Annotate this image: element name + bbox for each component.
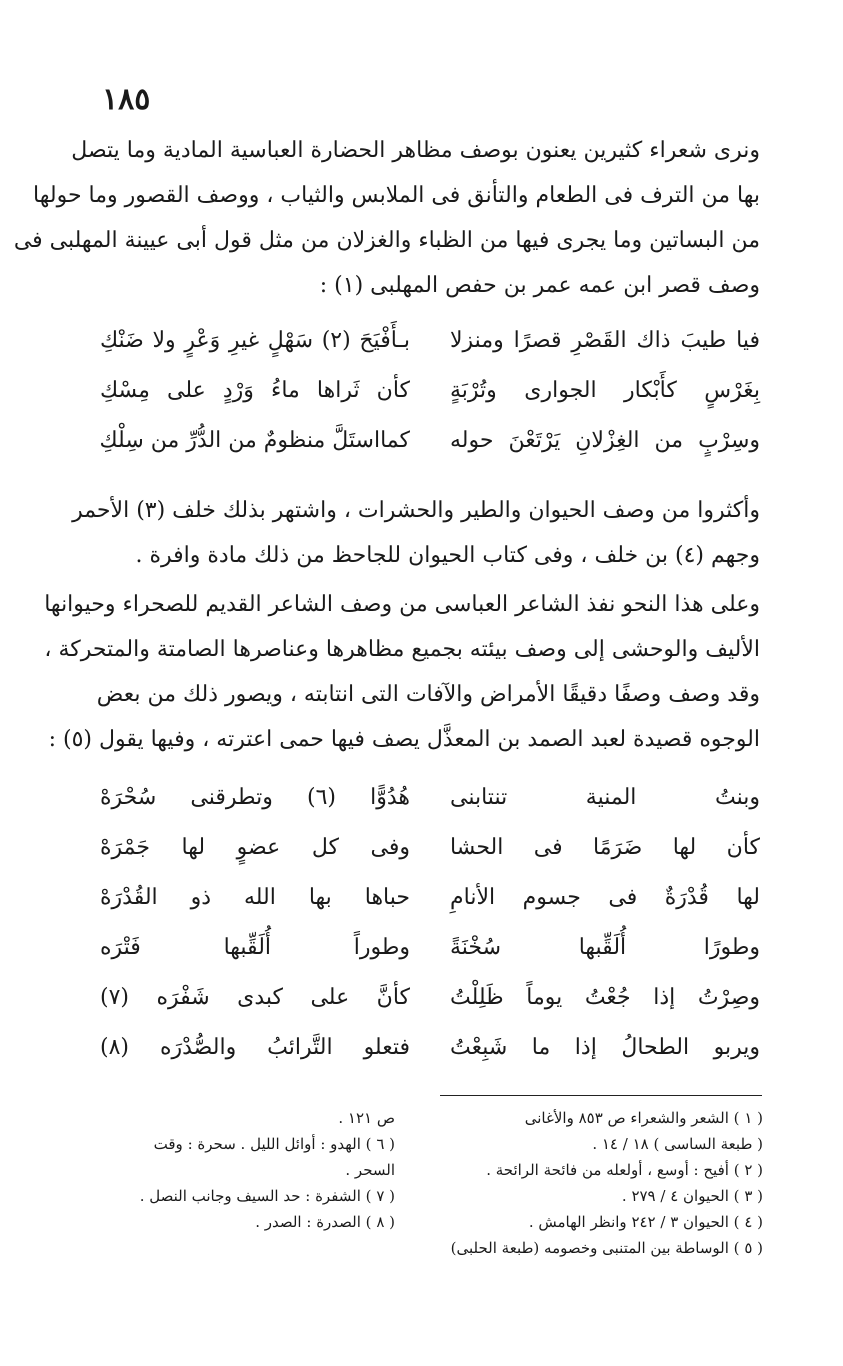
text-line: وجهم (٤) بن خلف ، وفى كتاب الحيوان للجاحظ من ذلك مادة وافرة . [135, 543, 760, 568]
footnote: ( ٤ ) الحيوان ٣ / ٢٤٢ وانظر الهامش . [528, 1213, 763, 1231]
footnote: ( ٦ ) الهدو : أوائل الليل . سحرة : وقت [153, 1135, 395, 1153]
text-line: وعلى هذا النحو نفذ الشاعر العباسى من وصف الشاعر القديم للصحراء وحيوانها [44, 592, 760, 617]
footnote: السحر . [345, 1161, 395, 1179]
verse-second-hemistich: هُدُوًّا (٦) وتطرقنى سُحْرَهْ [100, 785, 411, 810]
paragraph-2 [72, 488, 760, 578]
footnote: ( ٣ ) الحيوان ٤ / ٢٧٩ . [621, 1187, 763, 1205]
verse-second-hemistich: وطوراً أُلَقِّبها فَتْرَه [100, 935, 410, 960]
footnote: ( ٥ ) الوساطة بين المتنبى وخصومه (طبعة الحلبى) [450, 1239, 763, 1257]
footnote: ص ١٢١ . [338, 1109, 395, 1127]
verse-line [100, 823, 760, 873]
poem-2 [100, 773, 760, 1073]
footnote: ( ٨ ) الصدرة : الصدر . [255, 1213, 395, 1231]
text-line: ونرى شعراء كثيرين يعنون بوصف مظاهر الحضارة العباسية المادية وما يتصل [71, 138, 760, 163]
verse-first-hemistich: كأن لها ضَرَمًا فى الحشا [450, 835, 760, 860]
verse-first-hemistich: وبنتُ المنية تنتابنى [450, 785, 760, 810]
footnotes-left-column [95, 1105, 395, 1235]
footnotes-right-column [445, 1105, 763, 1261]
verse-second-hemistich: فتعلو التَّرائبُ والصُّدْرَه (٨) [100, 1035, 410, 1060]
verse-second-hemistich: كمااستَلَّ منظومٌ من الدُّرِّ من سِلْكِ [99, 428, 410, 453]
page-number: ١٨٥ [102, 82, 151, 117]
text-line: بها من الترف فى الطعام والتأنق فى الملابس والثياب ، ووصف القصور وما حولها [33, 183, 760, 208]
verse-first-hemistich: بِغَرْسٍ كأَبْكار الجوارى وتُرْبَةٍ [450, 378, 760, 403]
verse-first-hemistich: وطورًا أُلَقِّبها سُخْنَةً [450, 935, 760, 960]
paragraph-3 [44, 582, 760, 762]
verse-second-hemistich: كأنَّ على كبدى شَفْرَه (٧) [100, 985, 410, 1010]
footnote-divider [440, 1095, 762, 1096]
verse-line [100, 366, 760, 416]
verse-first-hemistich: وصِرْتُ إذا جُعْتُ يوماً ظَلِلْتُ [450, 985, 760, 1010]
verse-line [100, 1023, 760, 1073]
verse-line [100, 416, 760, 466]
footnote: ( ٧ ) الشفرة : حد السيف وجانب النصل . [139, 1187, 395, 1205]
poem-1 [100, 316, 760, 466]
verse-line [100, 923, 760, 973]
verse-second-hemistich: وفى كل عضوٍ لها جَمْرَهْ [100, 835, 410, 860]
verse-second-hemistich: بـأَفْيَحَ (٢) سَهْلٍ غيرِ وَعْرٍ ولا ضَنْكِ [100, 328, 410, 353]
verse-first-hemistich: ويربو الطحالُ إذا ما شَبِعْتُ [450, 1035, 760, 1060]
verse-line [100, 773, 760, 823]
verse-first-hemistich: وسِرْبٍ من الغِزْلانِ يَرْتَعْنَ حوله [450, 428, 760, 453]
verse-line [100, 873, 760, 923]
verse-first-hemistich: لها قُدْرَةٌ فى جسوم الأنامِ [450, 885, 760, 910]
paragraph-1 [13, 128, 760, 308]
text-line: وقد وصف وصفًا دقيقًا الأمراض والآفات التى انتابته ، ويصور ذلك من بعض [96, 682, 760, 707]
text-line: من البساتين وما يجرى فيها من الظباء والغزلان من مثل قول أبى عيينة المهلبى فى [13, 228, 760, 253]
footnote: ( ٢ ) أفيح : أوسع ، أولعله من فائحة الرائحة . [486, 1161, 763, 1179]
verse-line [100, 973, 760, 1023]
footnote: ( طبعة الساسى ) ١٨ / ١٤ . [592, 1135, 763, 1153]
text-line: الوجوه قصيدة لعبد الصمد بن المعذَّل يصف فيها حمى اعترته ، وفيها يقول (٥) : [48, 727, 760, 752]
verse-line [100, 316, 760, 366]
verse-second-hemistich: كأن ثَراها ماءُ وَرْدٍ على مِسْكِ [100, 378, 410, 403]
text-line: الأليف والوحشى إلى وصف بيئته بجميع مظاهرها وعناصرها الصامتة والمتحركة ، [44, 637, 760, 662]
text-line: وصف قصر ابن عمه عمر بن حفص المهلبى (١) : [319, 273, 760, 298]
text-line: وأكثروا من وصف الحيوان والطير والحشرات ، واشتهر بذلك خلف (٣) الأحمر [72, 498, 760, 523]
verse-second-hemistich: حباها بها الله ذو القُدْرَهْ [100, 885, 410, 910]
footnote: ( ١ ) الشعر والشعراء ص ٨٥٣ والأغانى [524, 1109, 763, 1127]
verse-first-hemistich: فيا طيبَ ذاك القَصْرِ قصرًا ومنزلا [450, 328, 760, 353]
